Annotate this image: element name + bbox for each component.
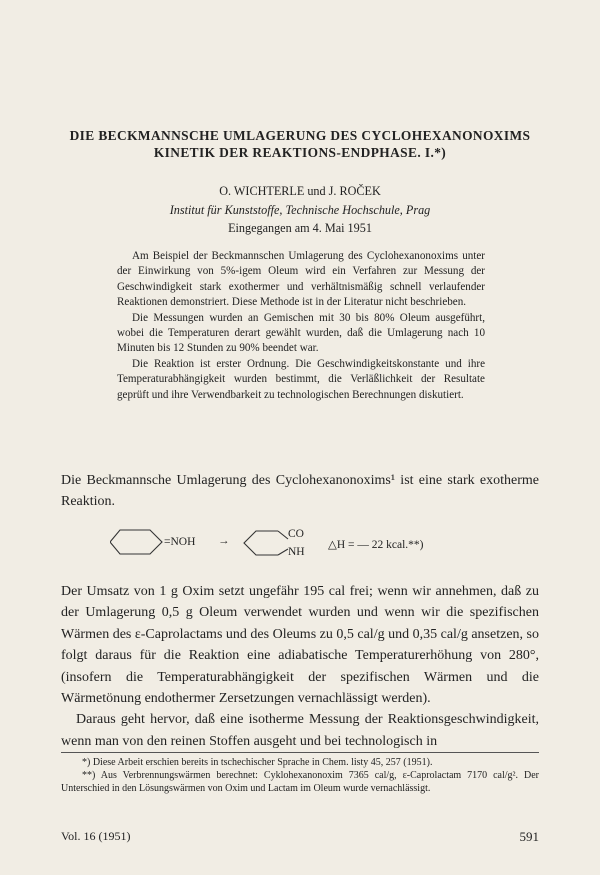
intro-paragraph: Die Beckmannsche Umlagerung des Cyclohexanonoxims¹ ist eine stark exotherme Reaktion. bbox=[61, 473, 539, 509]
footnote-rule bbox=[61, 752, 539, 753]
article-title bbox=[40, 127, 560, 161]
institute: Institut für Kunststoffe, Technische Hochschule, Prag bbox=[169, 203, 431, 217]
main-text bbox=[61, 581, 539, 752]
volume-info: Vol. 16 (1951) bbox=[61, 829, 131, 843]
cyclohexane-ring bbox=[110, 530, 162, 554]
abstract bbox=[117, 249, 485, 403]
carbonyl-label: CO bbox=[288, 528, 304, 540]
reaction-formula bbox=[110, 525, 510, 575]
abstract-paragraph: Am Beispiel der Beckmannschen Umlagerung des Cyclohexanonoxims unter der Einwirkung von 5%-igem Oleum wird ein Verfahren zur Messung der Geschwindigkeit stark exothermer und verhältnismäßig schnell verlaufender Reaktionen demonstriert. Diese Methode ist in der Literatur nicht beschrieben. bbox=[117, 250, 485, 309]
footnote: *) Diese Arbeit erschien bereits in tschechischer Sprache in Chem. listy 45, 257 (1951). bbox=[82, 757, 433, 768]
enthalpy-value: △H = — 22 kcal.**) bbox=[328, 539, 424, 551]
abstract-paragraph: Die Reaktion ist erster Ordnung. Die Geschwindigkeitskonstante und ihre Temperaturabhängigkeit wurden bestimmt, die Verläßlichkeit der Resultate geprüft und ihre Verwendbarkeit zu technologischen Berechnungen diskutiert. bbox=[117, 357, 485, 401]
body-paragraph: Daraus geht hervor, daß eine isotherme Messung der Reaktionsgeschwindigkeit, wenn man von den reinen Stoffen ausgeht und bei technologisch in bbox=[61, 712, 539, 749]
title-line-1: DIE BECKMANNSCHE UMLAGERUNG DES CYCLOHEXANONOXIMS bbox=[69, 128, 531, 143]
reaction-arrow: → bbox=[218, 535, 230, 547]
footnote: **) Aus Verbrennungswärmen berechnet: Cyklohexanonoxim 7365 cal/g, ε-Caprolactam 7170 cal/g². Der Unterschied in den Lösungswärmen von Oxim und Lactam im Oleum wurde vernachlässigt. bbox=[61, 770, 539, 795]
ring-bond bbox=[278, 549, 288, 555]
authors: O. WICHTERLE und J. ROČEK bbox=[219, 184, 381, 198]
abstract-paragraph: Die Messungen wurden an Gemischen mit 30 bis 80% Oleum ausgeführt, wobei die Temperaturen derart gewählt wurden, daß die Umlagerung nach 10 Minuten bis 12 Stunden zu 90% beendet war. bbox=[117, 311, 485, 355]
footnotes bbox=[61, 756, 539, 796]
page-number: 591 bbox=[519, 829, 539, 844]
amine-label: NH bbox=[288, 546, 305, 558]
reaction-structures bbox=[110, 525, 510, 575]
ring-bond bbox=[278, 531, 288, 539]
body-paragraph: Der Umsatz von 1 g Oxim setzt ungefähr 195 cal frei; wenn wir annehmen, daß zu der Umlagerung 0,5 g Oleum verwendet wurden und wenn wir die spezifischen Wärmen des ε-Caprolactams und des Oleums zu 0,5 cal/g und 0,35 cal/g ansetzen, so folgt daraus für die Reaktion eine adiabatische Temperaturerhöhung von 280°, (insofern die Temperaturabhängigkeit der spezifischen Wärmen und die Wärmetönung endothermer Zersetzungen vernachlässigt werden). bbox=[61, 584, 539, 707]
oxime-group: =NOH bbox=[164, 536, 196, 548]
title-line-2: KINETIK DER REAKTIONS-ENDPHASE. I.*) bbox=[153, 145, 447, 160]
received-date: Eingegangen am 4. Mai 1951 bbox=[228, 221, 372, 235]
caprolactam-ring bbox=[244, 531, 278, 555]
